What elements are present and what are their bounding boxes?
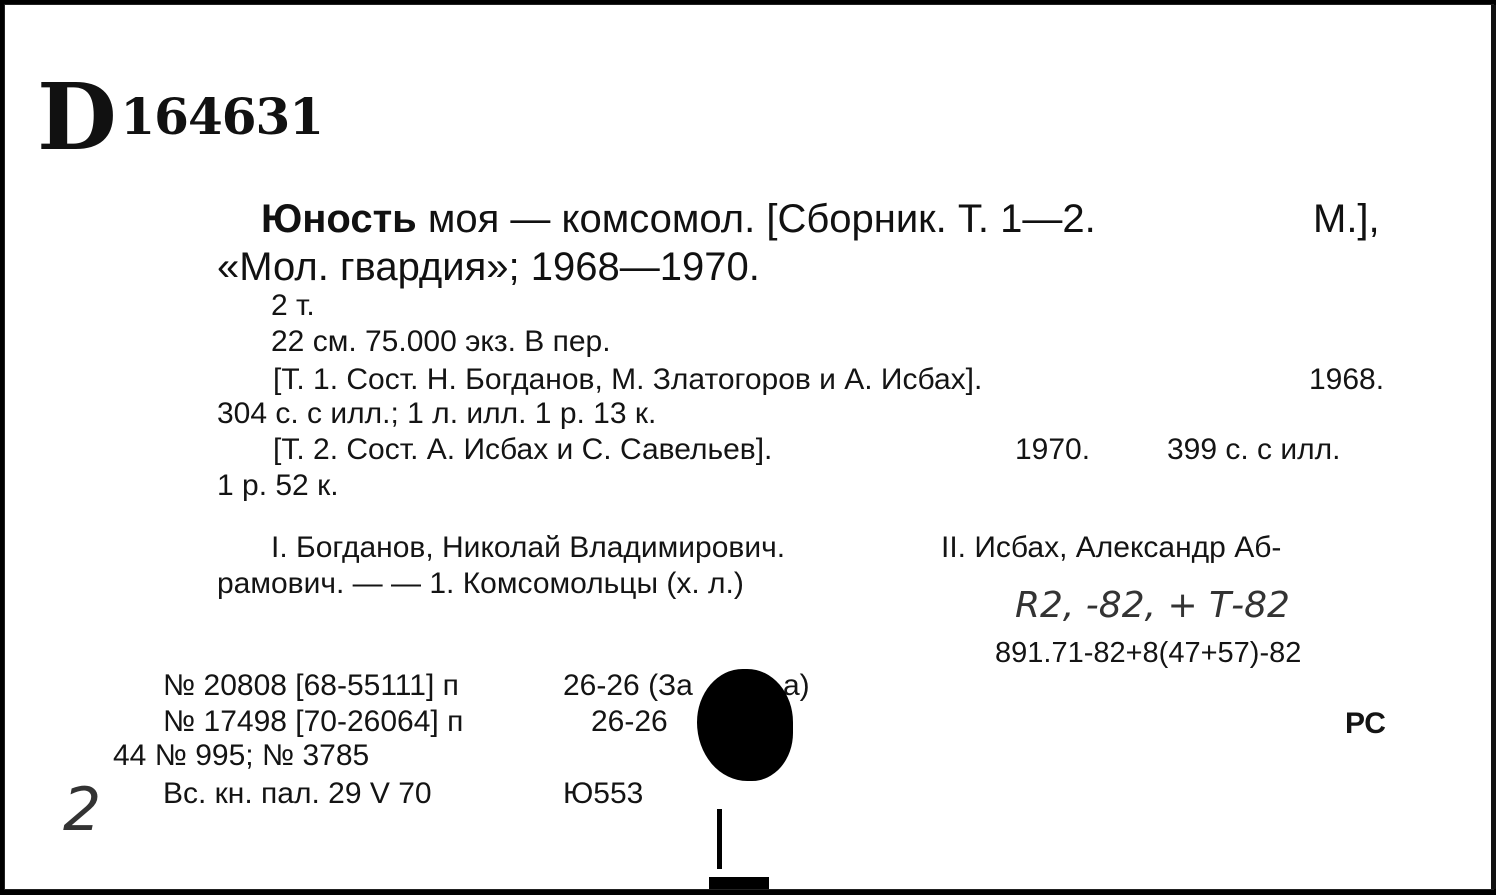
subjects-line2: рамович. — — 1. Комсомольцы (х. л.) xyxy=(217,567,744,600)
vol2-year: 1970. xyxy=(1015,433,1091,466)
record-4-left: Вс. кн. пал. 29 V 70 xyxy=(163,777,432,810)
card-id xyxy=(37,63,324,171)
vol2-pages: 399 с. с илл. xyxy=(1167,433,1341,466)
record-1-end: а) xyxy=(783,669,810,702)
vol1-line1: [Т. 1. Сост. Н. Богданов, М. Златогоров и А. Исбах]. xyxy=(273,363,983,396)
format: 22 см. 75.000 экз. В пер. xyxy=(271,325,611,358)
vol2-line1: [Т. 2. Сост. А. Исбах и С. Савельев]. xyxy=(273,433,773,466)
handwritten-mark: 2 xyxy=(63,775,102,845)
bottom-tear xyxy=(709,877,769,889)
vol2-line2: 1 р. 52 к. xyxy=(217,469,339,502)
handwritten-classification: R2, -82, + Т-82 xyxy=(1015,585,1290,626)
record-3: 44 № 995; № 3785 xyxy=(113,739,370,772)
ink-drip xyxy=(717,809,730,869)
vol1-year: 1968. xyxy=(1309,363,1385,396)
volumes: 2 т. xyxy=(271,289,315,322)
catalog-card xyxy=(4,4,1494,890)
ink-blot xyxy=(697,669,793,781)
title-rest: моя — комсомол. [Сборник. Т. 1—2. xyxy=(427,197,1096,241)
record-2-left: № 17498 [70-26064] п xyxy=(163,705,464,738)
card-id-number: 164631 xyxy=(120,87,324,146)
vol1-line2: 304 с. с илл.; 1 л. илл. 1 р. 13 к. xyxy=(217,397,657,430)
title-line-2: «Мол. гвардия»; 1968—1970. xyxy=(217,245,760,289)
record-2-right: 26-26 xyxy=(591,705,668,738)
title-line-1 xyxy=(261,197,1096,242)
record-1-left: № 20808 [68-55111] п xyxy=(163,669,459,702)
printed-classification: 891.71-82+8(47+57)-82 xyxy=(995,637,1302,669)
record-4-right: Ю553 xyxy=(563,777,644,810)
record-1-right: 26-26 (За xyxy=(563,669,693,702)
subjects-line1-right: II. Исбах, Александр Аб- xyxy=(941,531,1282,564)
card-id-letter: D xyxy=(37,63,116,171)
title-end: М.], xyxy=(1313,197,1380,241)
mark-rs: РС xyxy=(1345,707,1386,740)
title-bold: Юность xyxy=(261,197,417,241)
subjects-line1-left: I. Богданов, Николай Владимирович. xyxy=(271,531,786,564)
